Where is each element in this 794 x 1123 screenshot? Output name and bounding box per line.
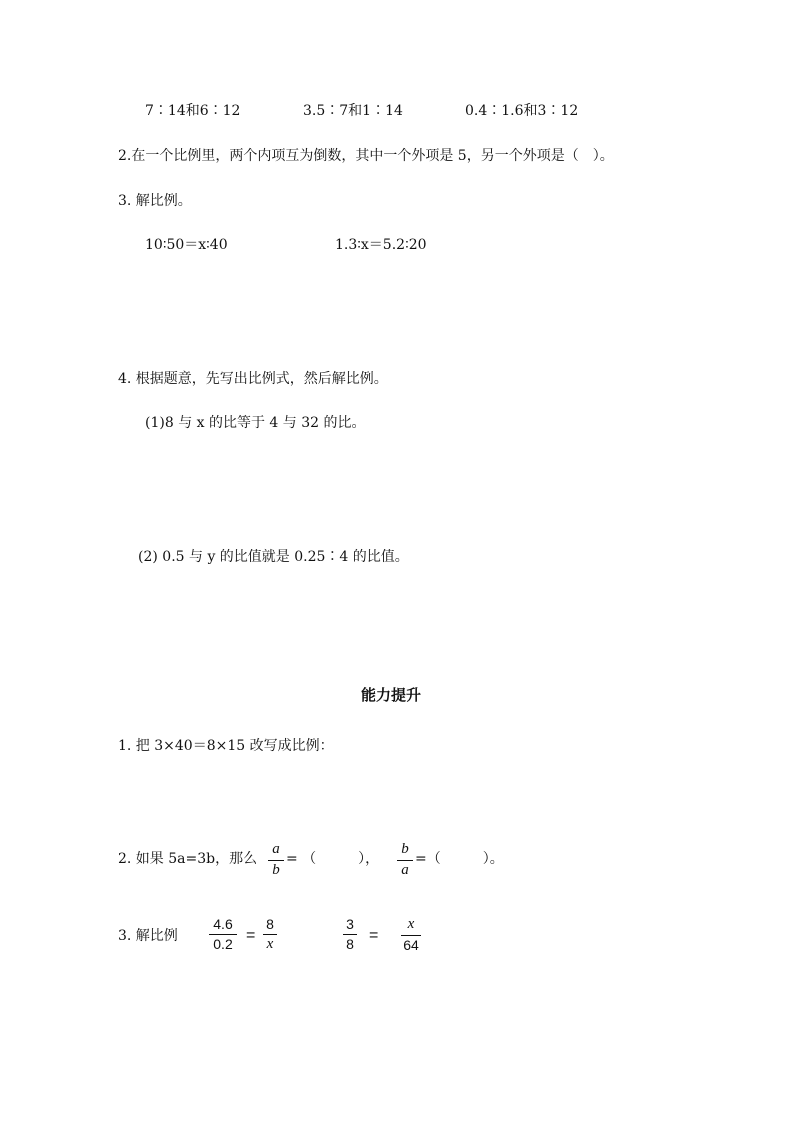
fraction-x-over-64 <box>401 917 421 952</box>
fraction-denominator: a <box>401 861 409 878</box>
fraction-denominator: 64 <box>403 936 419 953</box>
fraction-bar <box>397 860 413 861</box>
question-2: 2.在一个比例里，两个内项互为倒数，其中一个外项是 5，另一个外项是（ ）。 <box>118 148 614 164</box>
fraction-numerator: a <box>272 841 280 857</box>
advanced-question-1: 1. 把 3×40＝8×15 改写成比例： <box>118 738 334 754</box>
fraction-numerator: b <box>401 841 409 857</box>
question-3-label: 3. 解比例。 <box>118 193 192 209</box>
fraction-a-over-b <box>268 842 284 879</box>
answer-blank-1: = （ ）， <box>286 851 380 867</box>
ratio-pair-2: 3.5∶7和1∶14 <box>303 103 403 119</box>
equals-sign-1: = <box>246 927 256 944</box>
fraction-bar <box>209 934 237 935</box>
fraction-denominator: 8 <box>346 935 354 952</box>
question-4-sub-1: (1)8 与 x 的比等于 4 与 32 的比。 <box>145 415 366 431</box>
ratio-pair-3: 0.4∶1.6和3∶12 <box>465 103 579 119</box>
question-3-equation-2: 1.3∶x＝5.2∶20 <box>335 237 427 253</box>
fraction-b-over-a <box>397 842 413 879</box>
advanced-question-2-prefix: 2. 如果 5a=3b，那么 <box>118 851 258 867</box>
question-4-sub-2: (2) 0.5 与 y 的比值就是 0.25∶4 的比值。 <box>138 549 409 565</box>
equals-sign-2: = <box>369 927 379 944</box>
fraction-bar <box>263 934 277 935</box>
fraction-3-over-8 <box>343 917 357 951</box>
fraction-denominator: b <box>272 861 280 878</box>
fraction-numerator: 4.6 <box>213 916 233 932</box>
fraction-numerator: 8 <box>266 916 274 932</box>
advanced-question-3-prefix: 3. 解比例 <box>118 928 178 944</box>
answer-blank-2: =（ ）。 <box>415 851 504 867</box>
fraction-bar <box>343 934 357 935</box>
question-4-label: 4. 根据题意，先写出比例式，然后解比例。 <box>118 371 388 387</box>
fraction-4-6-over-0-2 <box>209 917 237 951</box>
fraction-denominator: 0.2 <box>213 935 233 952</box>
fraction-bar <box>401 935 421 936</box>
question-3-equation-1: 10∶50＝x∶40 <box>145 237 228 253</box>
ratio-pair-1: 7∶14和6∶12 <box>145 103 241 119</box>
fraction-numerator: 3 <box>346 916 354 932</box>
fraction-numerator: x <box>407 916 415 932</box>
fraction-bar <box>268 860 284 861</box>
fraction-8-over-x <box>263 917 277 952</box>
section-title: 能力提升 <box>361 686 422 704</box>
fraction-denominator: x <box>266 935 274 952</box>
